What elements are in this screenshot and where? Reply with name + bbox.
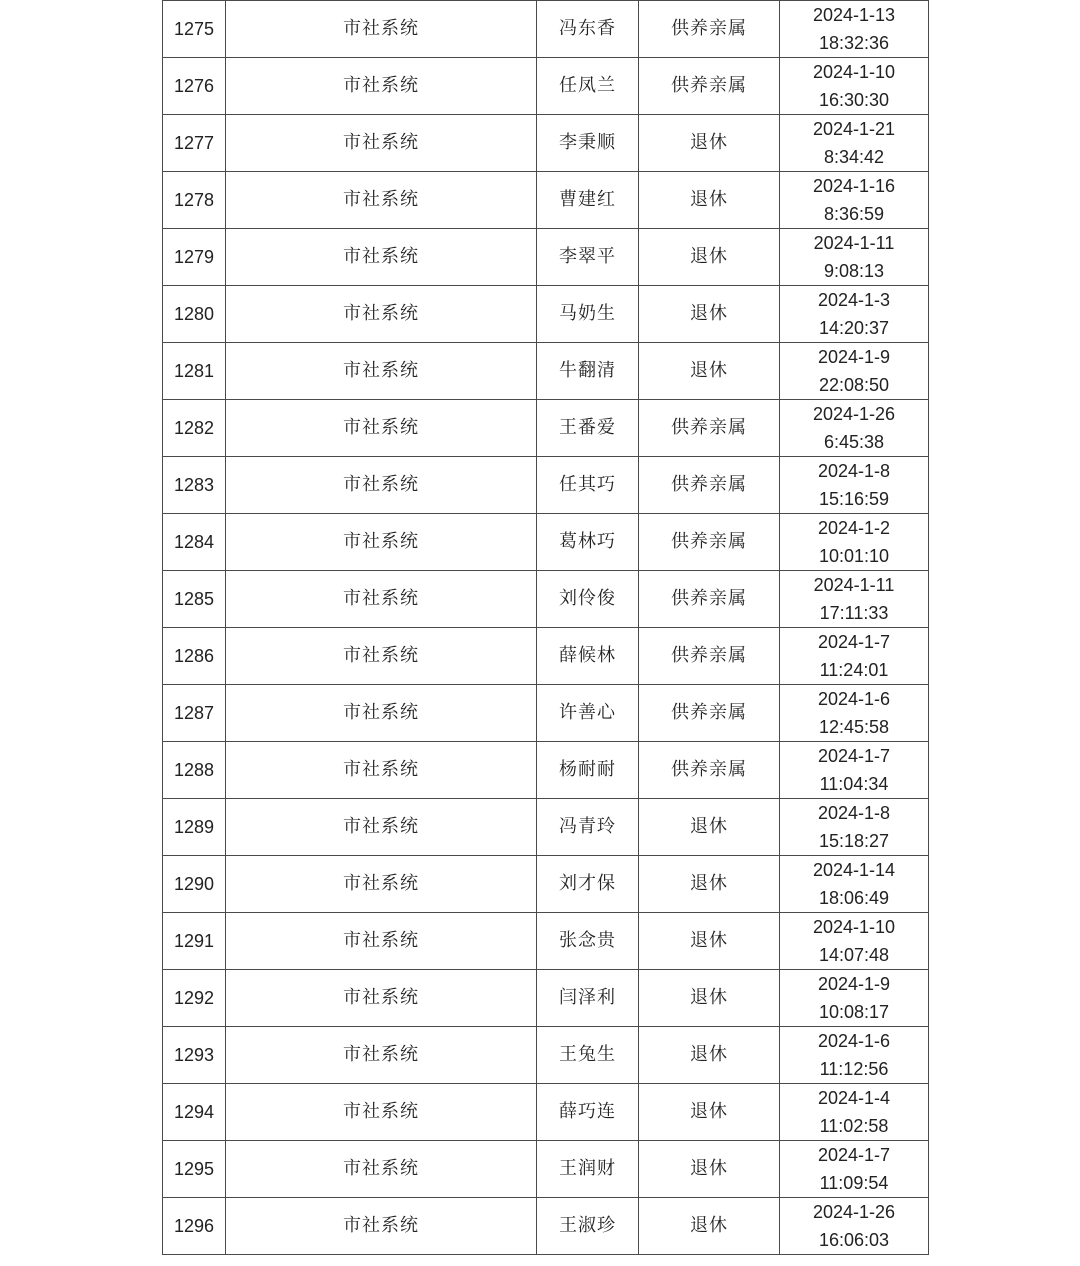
record-number-cell: 1293 <box>163 1027 226 1084</box>
table-row <box>163 457 929 514</box>
time-text: 18:06:49 <box>818 888 890 908</box>
datetime-cell <box>780 343 929 400</box>
time-text: 11:09:54 <box>819 1173 889 1193</box>
table-row <box>163 172 929 229</box>
date-text: 2024-1-14 <box>812 860 896 880</box>
date-text: 2024-1-7 <box>817 632 891 652</box>
table-row <box>163 1198 929 1255</box>
person-name-cell: 王兔生 <box>537 1027 639 1084</box>
unit-cell: 市社系统 <box>226 799 537 856</box>
unit-cell: 市社系统 <box>226 1141 537 1198</box>
person-name-cell: 张念贵 <box>537 913 639 970</box>
datetime-cell <box>780 571 929 628</box>
record-number-cell: 1282 <box>163 400 226 457</box>
table-row <box>163 1027 929 1084</box>
date-text: 2024-1-9 <box>817 347 891 367</box>
table-row <box>163 1141 929 1198</box>
record-number-cell: 1285 <box>163 571 226 628</box>
category-cell: 供养亲属 <box>639 1 780 58</box>
table-row <box>163 1 929 58</box>
date-text: 2024-1-2 <box>817 518 891 538</box>
category-cell: 退休 <box>639 115 780 172</box>
time-text: 11:02:58 <box>819 1116 889 1136</box>
datetime-cell <box>780 457 929 514</box>
table-row <box>163 856 929 913</box>
table-row <box>163 58 929 115</box>
record-number-cell: 1278 <box>163 172 226 229</box>
date-text: 2024-1-13 <box>812 5 896 25</box>
datetime-cell <box>780 229 929 286</box>
person-name-cell: 王番爱 <box>537 400 639 457</box>
table-row <box>163 115 929 172</box>
records-table <box>162 0 929 1255</box>
record-number-cell: 1280 <box>163 286 226 343</box>
record-number-cell: 1284 <box>163 514 226 571</box>
datetime-cell <box>780 1 929 58</box>
datetime-cell <box>780 685 929 742</box>
date-text: 2024-1-9 <box>817 974 891 994</box>
datetime-cell <box>780 1027 929 1084</box>
person-name-cell: 刘才保 <box>537 856 639 913</box>
category-cell: 退休 <box>639 1027 780 1084</box>
unit-cell: 市社系统 <box>226 229 537 286</box>
date-text: 2024-1-8 <box>817 461 891 481</box>
unit-cell: 市社系统 <box>226 685 537 742</box>
table-row <box>163 571 929 628</box>
records-table-body <box>163 1 929 1255</box>
person-name-cell: 杨耐耐 <box>537 742 639 799</box>
date-text: 2024-1-7 <box>817 1145 891 1165</box>
category-cell: 供养亲属 <box>639 685 780 742</box>
category-cell: 退休 <box>639 1084 780 1141</box>
record-number-cell: 1277 <box>163 115 226 172</box>
category-cell: 供养亲属 <box>639 742 780 799</box>
category-cell: 退休 <box>639 799 780 856</box>
datetime-cell <box>780 400 929 457</box>
record-number-cell: 1279 <box>163 229 226 286</box>
time-text: 11:12:56 <box>819 1059 889 1079</box>
category-cell: 退休 <box>639 856 780 913</box>
datetime-cell <box>780 628 929 685</box>
table-row <box>163 913 929 970</box>
time-text: 22:08:50 <box>818 375 890 395</box>
time-text: 12:45:58 <box>818 717 890 737</box>
table-row <box>163 970 929 1027</box>
record-number-cell: 1286 <box>163 628 226 685</box>
record-number-cell: 1291 <box>163 913 226 970</box>
time-text: 16:06:03 <box>818 1230 890 1250</box>
category-cell: 退休 <box>639 1198 780 1255</box>
unit-cell: 市社系统 <box>226 742 537 799</box>
unit-cell: 市社系统 <box>226 1198 537 1255</box>
person-name-cell: 王润财 <box>537 1141 639 1198</box>
category-cell: 退休 <box>639 229 780 286</box>
person-name-cell: 薛巧连 <box>537 1084 639 1141</box>
table-row <box>163 1084 929 1141</box>
date-text: 2024-1-11 <box>813 233 895 253</box>
unit-cell: 市社系统 <box>226 172 537 229</box>
table-row <box>163 343 929 400</box>
unit-cell: 市社系统 <box>226 286 537 343</box>
date-text: 2024-1-4 <box>817 1088 891 1108</box>
table-row <box>163 628 929 685</box>
date-text: 2024-1-3 <box>817 290 891 310</box>
unit-cell: 市社系统 <box>226 913 537 970</box>
person-name-cell: 冯东香 <box>537 1 639 58</box>
datetime-cell <box>780 172 929 229</box>
category-cell: 供养亲属 <box>639 628 780 685</box>
unit-cell: 市社系统 <box>226 628 537 685</box>
unit-cell: 市社系统 <box>226 1 537 58</box>
person-name-cell: 薛候林 <box>537 628 639 685</box>
unit-cell: 市社系统 <box>226 514 537 571</box>
person-name-cell: 刘伶俊 <box>537 571 639 628</box>
table-row <box>163 400 929 457</box>
date-text: 2024-1-7 <box>817 746 891 766</box>
record-number-cell: 1275 <box>163 1 226 58</box>
person-name-cell: 马奶生 <box>537 286 639 343</box>
time-text: 6:45:38 <box>823 432 885 452</box>
table-row <box>163 742 929 799</box>
time-text: 18:32:36 <box>818 33 890 53</box>
person-name-cell: 李秉顺 <box>537 115 639 172</box>
time-text: 16:30:30 <box>818 90 890 110</box>
time-text: 14:07:48 <box>818 945 890 965</box>
table-row <box>163 286 929 343</box>
datetime-cell <box>780 970 929 1027</box>
time-text: 14:20:37 <box>818 318 890 338</box>
datetime-cell <box>780 742 929 799</box>
person-name-cell: 许善心 <box>537 685 639 742</box>
person-name-cell: 任凤兰 <box>537 58 639 115</box>
person-name-cell: 王淑珍 <box>537 1198 639 1255</box>
records-table-container <box>162 0 928 1255</box>
person-name-cell: 任其巧 <box>537 457 639 514</box>
category-cell: 退休 <box>639 343 780 400</box>
unit-cell: 市社系统 <box>226 571 537 628</box>
time-text: 17:11:33 <box>819 603 889 623</box>
table-row <box>163 229 929 286</box>
category-cell: 退休 <box>639 286 780 343</box>
category-cell: 供养亲属 <box>639 400 780 457</box>
category-cell: 退休 <box>639 970 780 1027</box>
unit-cell: 市社系统 <box>226 115 537 172</box>
person-name-cell: 葛林巧 <box>537 514 639 571</box>
date-text: 2024-1-11 <box>813 575 895 595</box>
category-cell: 退休 <box>639 172 780 229</box>
person-name-cell: 李翠平 <box>537 229 639 286</box>
record-number-cell: 1296 <box>163 1198 226 1255</box>
unit-cell: 市社系统 <box>226 856 537 913</box>
date-text: 2024-1-26 <box>812 1202 896 1222</box>
category-cell: 供养亲属 <box>639 514 780 571</box>
time-text: 10:01:10 <box>818 546 890 566</box>
datetime-cell <box>780 856 929 913</box>
date-text: 2024-1-6 <box>817 689 891 709</box>
table-row <box>163 799 929 856</box>
person-name-cell: 牛翻清 <box>537 343 639 400</box>
unit-cell: 市社系统 <box>226 58 537 115</box>
person-name-cell: 闫泽利 <box>537 970 639 1027</box>
datetime-cell <box>780 514 929 571</box>
table-row <box>163 514 929 571</box>
date-text: 2024-1-10 <box>812 917 896 937</box>
datetime-cell <box>780 1141 929 1198</box>
time-text: 8:34:42 <box>823 147 885 167</box>
record-number-cell: 1288 <box>163 742 226 799</box>
unit-cell: 市社系统 <box>226 1084 537 1141</box>
record-number-cell: 1289 <box>163 799 226 856</box>
category-cell: 供养亲属 <box>639 571 780 628</box>
datetime-cell <box>780 115 929 172</box>
time-text: 15:16:59 <box>818 489 890 509</box>
category-cell: 供养亲属 <box>639 58 780 115</box>
datetime-cell <box>780 286 929 343</box>
record-number-cell: 1290 <box>163 856 226 913</box>
category-cell: 供养亲属 <box>639 457 780 514</box>
time-text: 11:24:01 <box>819 660 889 680</box>
date-text: 2024-1-6 <box>817 1031 891 1051</box>
record-number-cell: 1294 <box>163 1084 226 1141</box>
unit-cell: 市社系统 <box>226 343 537 400</box>
time-text: 15:18:27 <box>818 831 890 851</box>
table-row <box>163 685 929 742</box>
datetime-cell <box>780 799 929 856</box>
date-text: 2024-1-21 <box>812 119 896 139</box>
unit-cell: 市社系统 <box>226 457 537 514</box>
unit-cell: 市社系统 <box>226 1027 537 1084</box>
date-text: 2024-1-8 <box>817 803 891 823</box>
datetime-cell <box>780 1084 929 1141</box>
time-text: 11:04:34 <box>819 774 889 794</box>
person-name-cell: 冯青玲 <box>537 799 639 856</box>
datetime-cell <box>780 913 929 970</box>
time-text: 8:36:59 <box>823 204 885 224</box>
time-text: 10:08:17 <box>818 1002 890 1022</box>
datetime-cell <box>780 58 929 115</box>
unit-cell: 市社系统 <box>226 400 537 457</box>
record-number-cell: 1281 <box>163 343 226 400</box>
person-name-cell: 曹建红 <box>537 172 639 229</box>
record-number-cell: 1283 <box>163 457 226 514</box>
record-number-cell: 1292 <box>163 970 226 1027</box>
unit-cell: 市社系统 <box>226 970 537 1027</box>
datetime-cell <box>780 1198 929 1255</box>
record-number-cell: 1295 <box>163 1141 226 1198</box>
category-cell: 退休 <box>639 1141 780 1198</box>
date-text: 2024-1-16 <box>812 176 896 196</box>
date-text: 2024-1-26 <box>812 404 896 424</box>
record-number-cell: 1287 <box>163 685 226 742</box>
record-number-cell: 1276 <box>163 58 226 115</box>
date-text: 2024-1-10 <box>812 62 896 82</box>
time-text: 9:08:13 <box>823 261 885 281</box>
category-cell: 退休 <box>639 913 780 970</box>
